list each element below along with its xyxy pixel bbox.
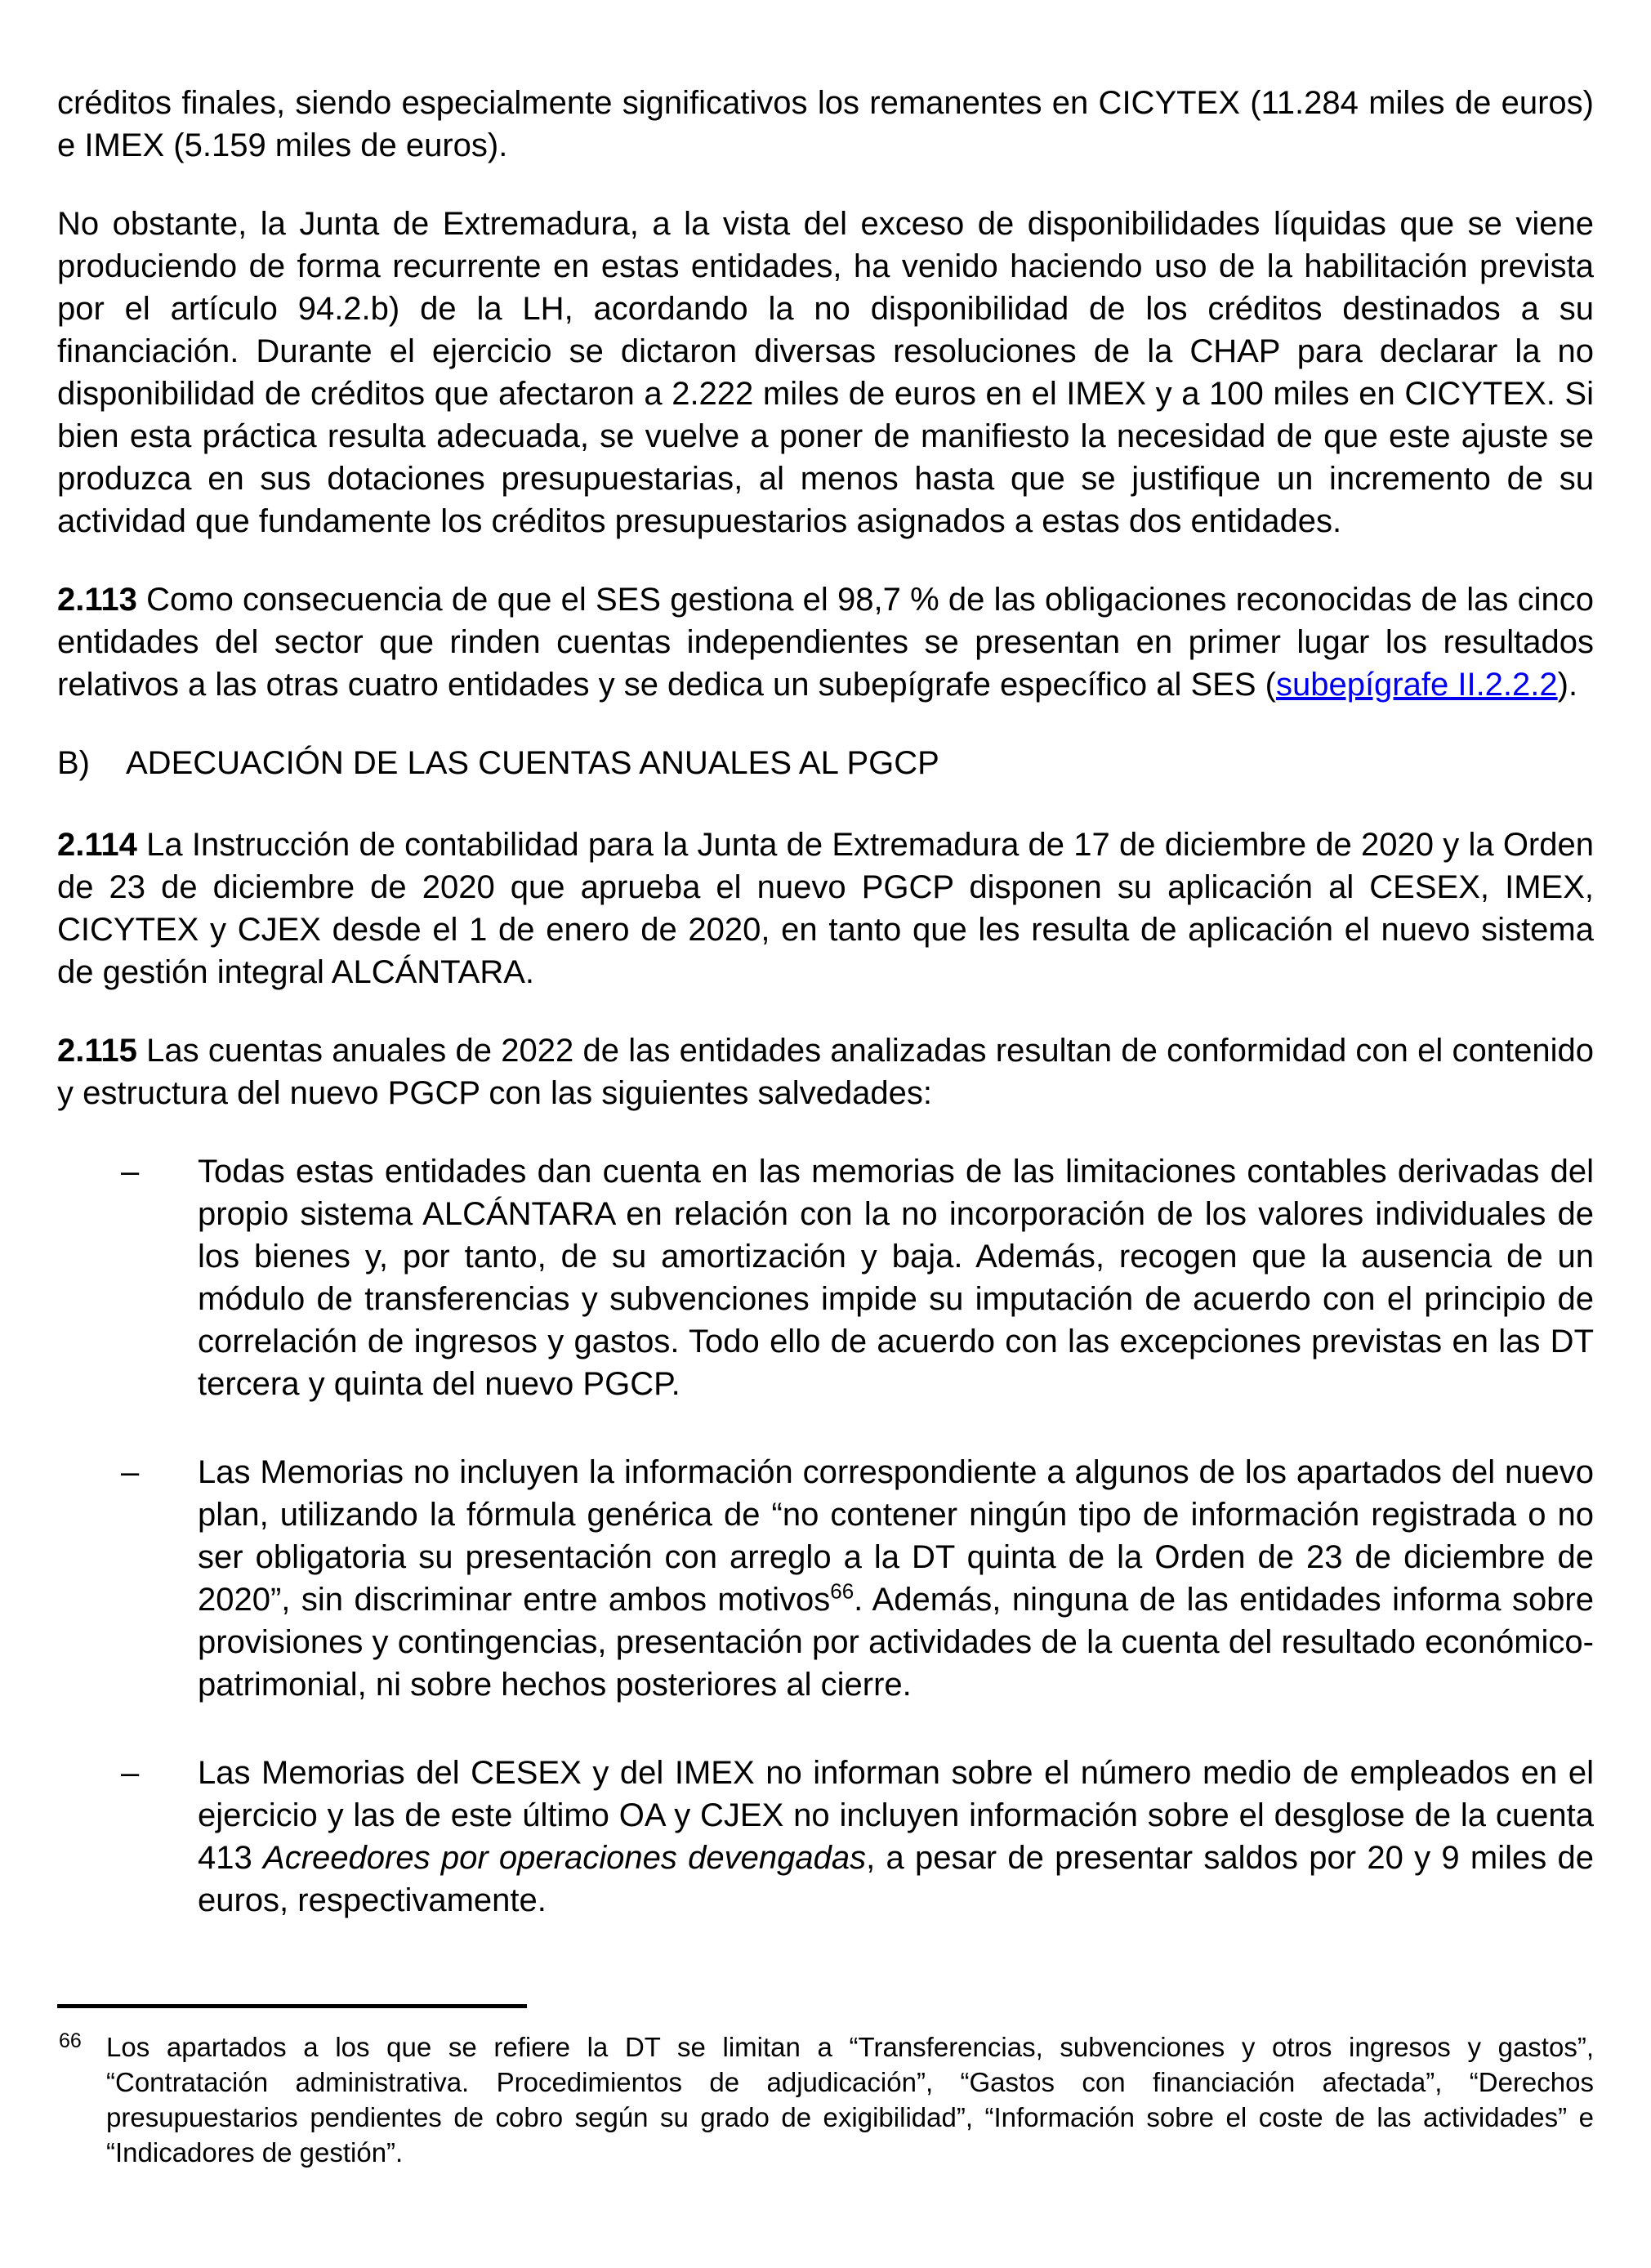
bullet-memorias-apartados — [57, 1451, 1594, 1706]
text-run: Las cuentas anuales de 2022 de las entidades analizadas resultan de conformidad con el contenido y estructura del nuevo PGCP con las siguientes salvedades: — [57, 1033, 1594, 1111]
bullet-memorias-cesex-imex — [57, 1752, 1594, 1922]
text-run: Las Memorias no incluyen la información correspondiente a algunos de los apartados del nuevo plan, utilizando la fórmula genérica de “no contener ningún tipo de información registrada o no ser obligatoria su presentación con arreglo a la DT quinta de la Orden de 23 de diciembre de 2020”, sin discriminar entre ambos motivos — [198, 1454, 1594, 1618]
text-run: ). — [1557, 667, 1578, 703]
text-run: 2.115 — [57, 1033, 137, 1069]
section-heading-b — [57, 742, 1594, 784]
footnote-separator — [57, 2004, 527, 2008]
text-run: La Instrucción de contabilidad para la Junta de Extremadura de 17 de diciembre de 2020 y la Orden de 23 de diciembre de 2020 que aprueba el nuevo PGCP disponen su aplicación al CESEX, IMEX, CICYTEX y CJEX desde el 1 de enero de 2020, en tanto que les resulta de aplicación el nuevo sistema de gestión integral ALCÁNTARA. — [57, 827, 1594, 990]
text-run: Como consecuencia de que el SES gestiona el 98,7 % de las obligaciones reconocidas de las cinco entidades del sector que rinden cuentas independientes se presentan en primer lugar los resultados relativos a las otras cuatro entidades y se dedica un subepígrafe específico al SES ( — [57, 582, 1594, 703]
text-run: 2.113 — [57, 582, 137, 618]
text-run: créditos finales, siendo especialmente significativos los remanentes en CICYTEX (11.284 miles de euros) e IMEX (5.159 miles de euros). — [57, 85, 1594, 163]
subepigrafe-link[interactable]: subepígrafe II.2.2.2 — [1275, 667, 1558, 703]
text-run: No obstante, la Junta de Extremadura, a la vista del exceso de disponibilidades líquidas que se viene produciendo de forma recurrente en estas entidades, ha venido haciendo uso de la habilitación prevista por el artículo 94.2.b) de la LH, acordando la no disponibilidad de los créditos destinados a su financiación. Durante el ejercicio se dictaron diversas resoluciones de la CHAP para declarar la no disponibilidad de créditos que afectaron a 2.222 miles de euros en el IMEX y a 100 miles en CICYTEX. Si bien esta práctica resulta adecuada, se vuelve a poner de manifiesto la necesidad de que este ajuste se produzca en sus dotaciones presupuestarias, al menos hasta que se justifique un incremento de su actividad que fundamente los créditos presupuestarios asignados a estas dos entidades. — [57, 206, 1594, 539]
text-run: , a pesar de presentar saldos por 20 y 9 miles de euros, respectivamente. — [198, 1840, 1594, 1918]
paragraph-2-113 — [57, 578, 1594, 706]
text-run: Las Memorias del CESEX y del IMEX no informan sobre el número medio de empleados en el ejercicio y las de este último OA y CJEX no incluyen información sobre el desglose de la cuenta 413 — [198, 1755, 1594, 1876]
text-run: . Además, ninguna de las entidades informa sobre provisiones y contingencias, presentación por actividades de la cuenta del resultado económico-patrimonial, ni sobre hechos posteriores al cierre. — [198, 1582, 1594, 1703]
footnote-text — [106, 2032, 1594, 2168]
text-run: Los apartados a los que se refiere la DT se limitan a “Transferencias, subvenciones y otros ingresos y gastos”, “Contratación administrativa. Procedimientos de adjudicación”, “Gastos con financiación afectada”, “Derechos presupuestarios pendientes de cobro según su grado de exigibilidad”, “Información sobre el coste de las actividades” e “Indicadores de gestión”. — [106, 2032, 1594, 2168]
document-body — [57, 82, 1594, 1922]
paragraph-2-114 — [57, 824, 1594, 993]
text-run: 2.114 — [57, 827, 137, 863]
bullet-limitaciones-alcantara — [57, 1150, 1594, 1405]
footnote-body — [57, 2029, 1594, 2170]
footnote-ref-66: 66 — [830, 1578, 855, 1604]
bullet-dash: – — [121, 1755, 140, 1791]
heading-text: ADECUACIÓN DE LAS CUENTAS ANUALES AL PGCP — [126, 745, 939, 781]
heading-label: B) — [57, 745, 90, 781]
text-run: Acreedores por operaciones devengadas — [263, 1840, 867, 1876]
paragraph-2-115 — [57, 1029, 1594, 1114]
bullet-dash: – — [121, 1454, 140, 1490]
bullet-dash: – — [121, 1154, 140, 1190]
footnote-number: 66 — [59, 2029, 82, 2052]
footnote — [57, 2004, 1594, 2170]
paragraph-no-obstante — [57, 203, 1594, 542]
paragraph-creditos-finales — [57, 82, 1594, 167]
text-run: Todas estas entidades dan cuenta en las memorias de las limitaciones contables derivadas del propio sistema ALCÁNTARA en relación con la no incorporación de los valores individuales de los bienes y, por tanto, de su amortización y baja. Además, recogen que la ausencia de un módulo de transferencias y subvenciones impide su imputación de acuerdo con el principio de correlación de ingresos y gastos. Todo ello de acuerdo con las excepciones previstas en las DT tercera y quinta del nuevo PGCP. — [198, 1154, 1594, 1402]
